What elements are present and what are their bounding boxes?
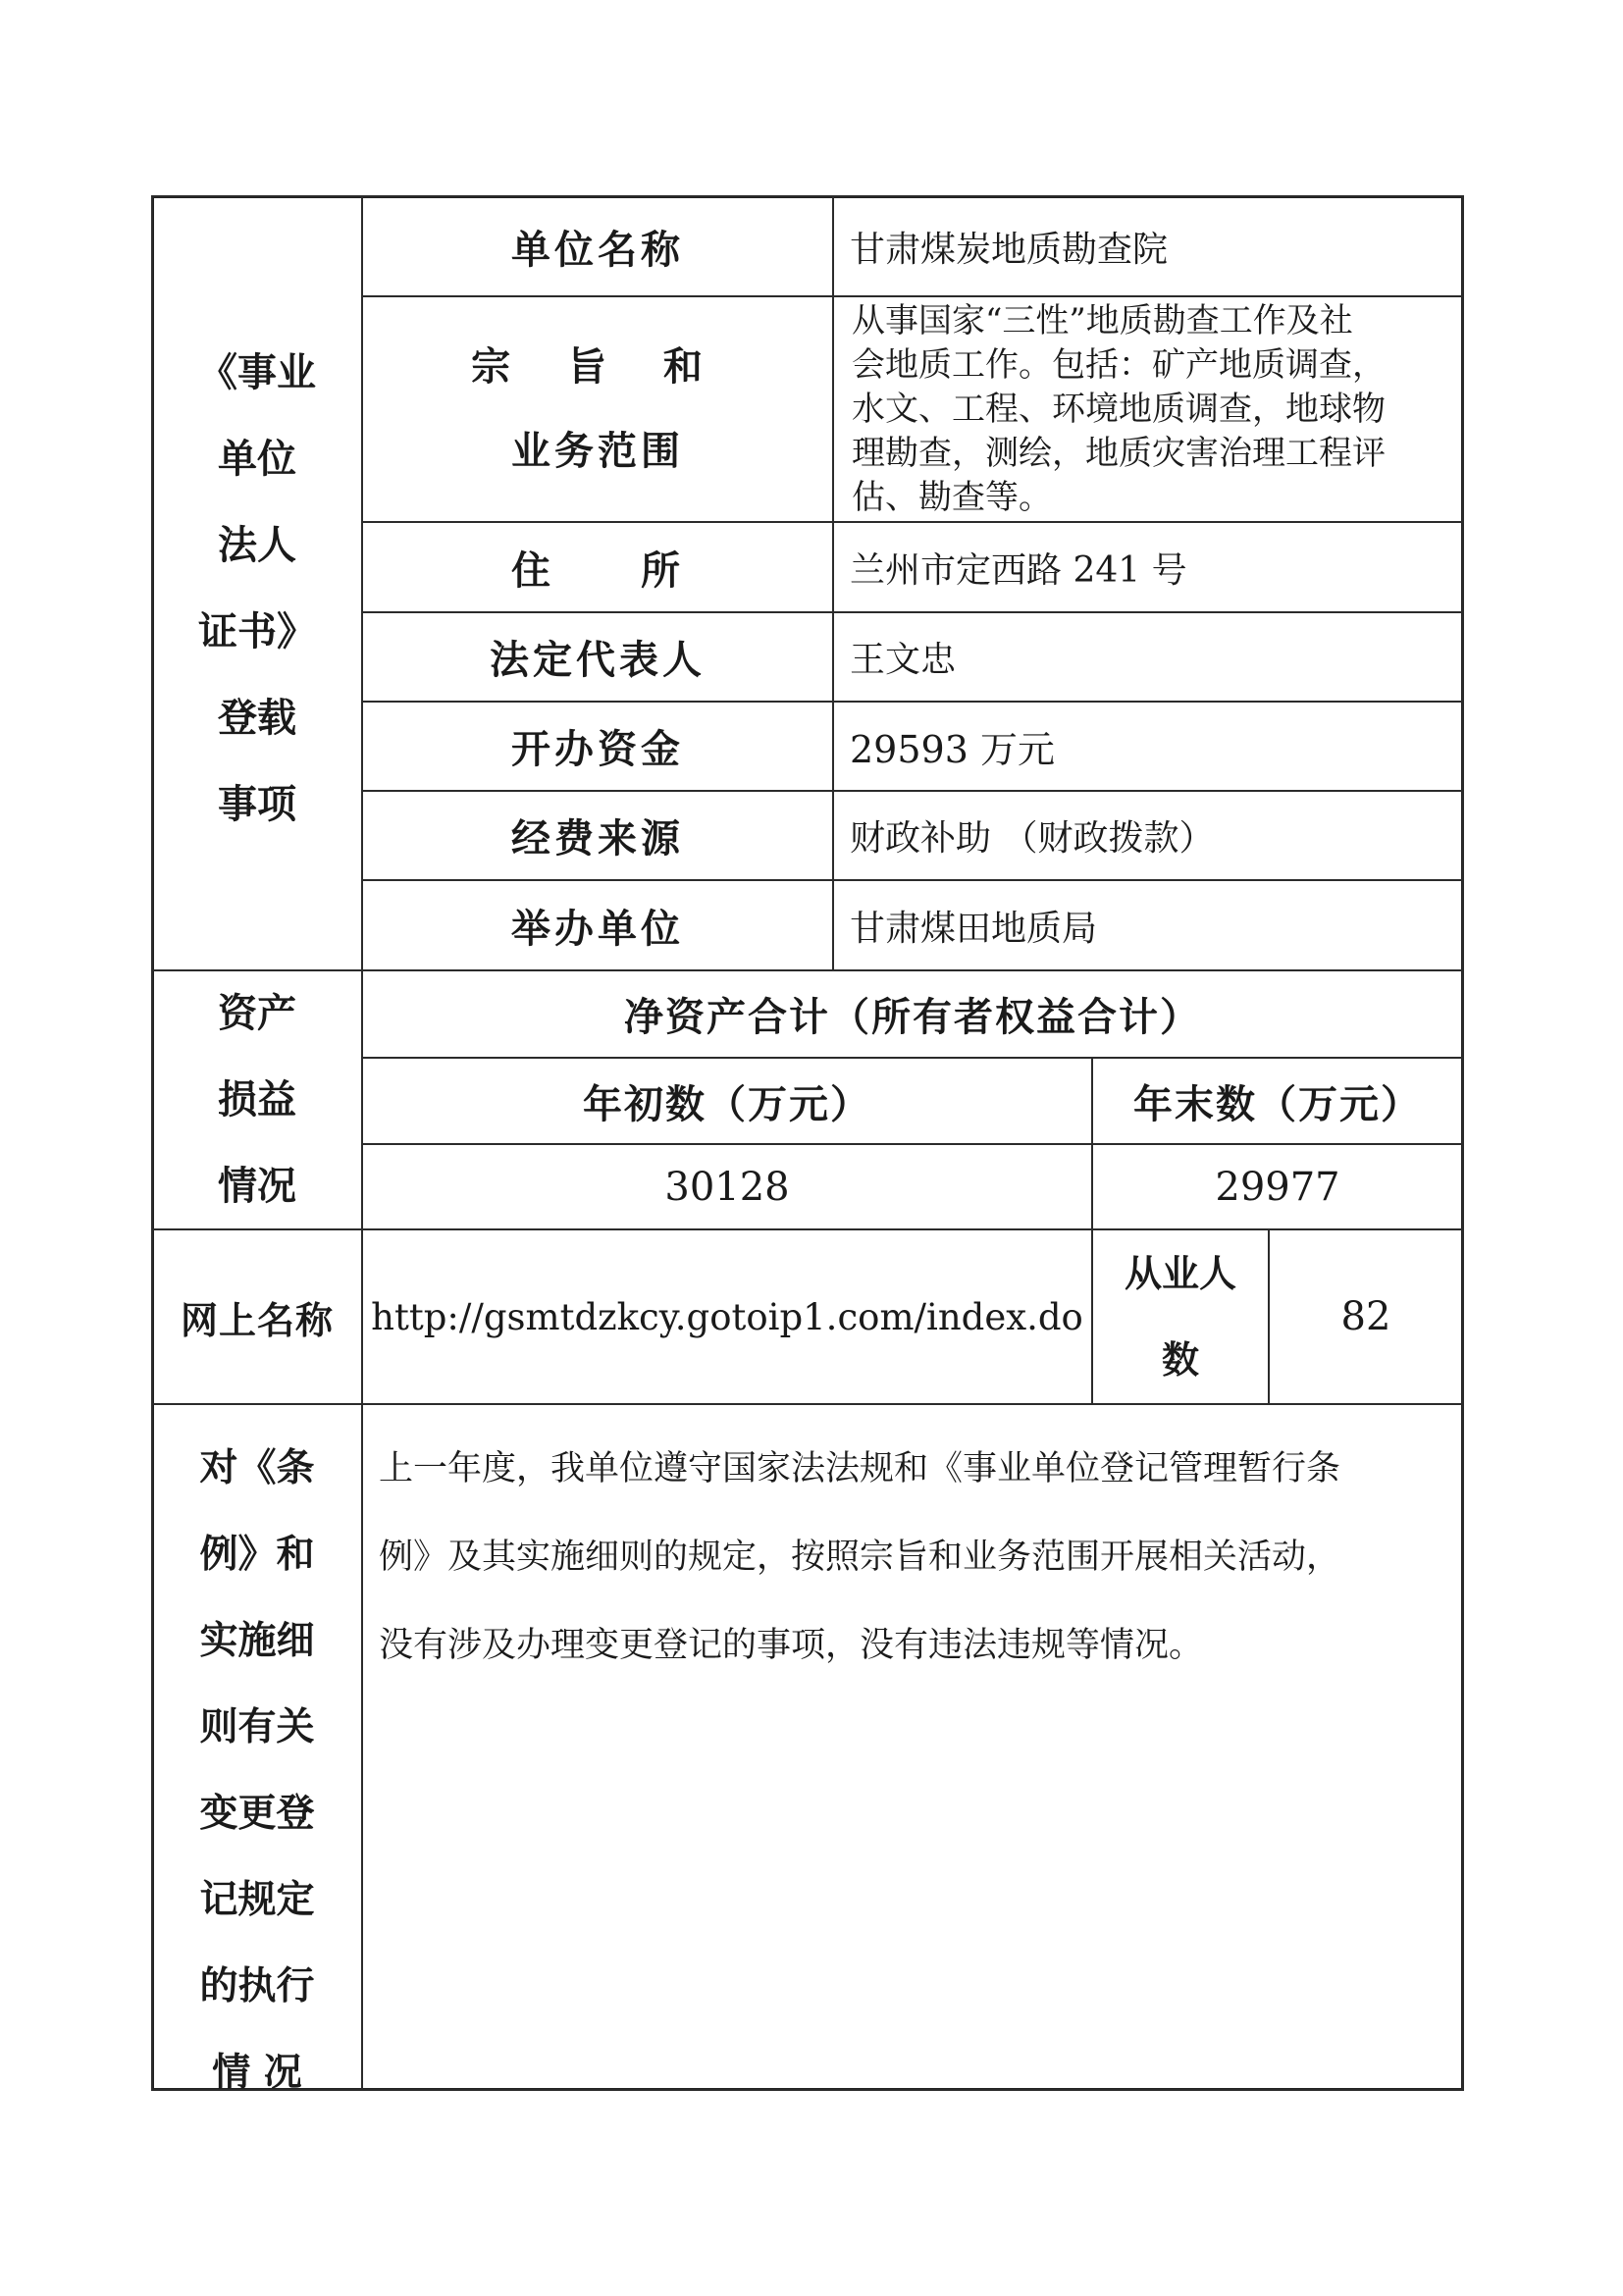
address-label: 住 所 [361, 521, 834, 613]
label-line: 事项 [218, 780, 296, 827]
start-capital-label: 开办资金 [361, 701, 834, 792]
label-line: 单位 [218, 435, 296, 482]
funding-source-label: 经费来源 [361, 790, 834, 881]
address-value: 兰州市定西路 241 号 [832, 521, 1464, 613]
purpose-scope-label: 宗 旨 和 业务范围 [361, 295, 834, 523]
year-start-header: 年初数（万元） [361, 1057, 1093, 1145]
legal-representative-label: 法定代表人 [361, 611, 834, 703]
unit-name-value: 甘肃煤炭地质勘查院 [832, 195, 1464, 297]
funding-source-value: 财政补助 （财政拨款） [832, 790, 1464, 881]
unit-name-label: 单位名称 [361, 195, 834, 297]
start-capital-value: 29593 万元 [832, 701, 1464, 792]
purpose-scope-value: 从事国家“三性”地质勘查工作及社 会地质工作。包括：矿产地质调查， 水文、工程、环境地质调查，地球物 理勘查，测绘，地质灾害治理工程评 估、勘查等。 [832, 295, 1464, 523]
year-end-header: 年末数（万元） [1091, 1057, 1464, 1145]
net-assets-header: 净资产合计（所有者权益合计） [361, 969, 1464, 1059]
year-start-value: 30128 [361, 1143, 1093, 1230]
label-line: 证书》 [198, 607, 316, 654]
year-end-value: 29977 [1091, 1143, 1464, 1230]
compliance-text: 上一年度，我单位遵守国家法法规和《事业单位登记管理暂行条 例》及其实施细则的规定，按照宗旨和业务范围开展相关活动， 没有涉及办理变更登记的事项，没有违法违规等情况。 [361, 1403, 1464, 2091]
sponsor-unit-label: 举办单位 [361, 879, 834, 971]
legal-representative-value: 王文忠 [832, 611, 1464, 703]
registration-section-label [151, 195, 363, 971]
label-line: 《事业 [198, 348, 316, 395]
web-name-label: 网上名称 [151, 1228, 363, 1405]
assets-section-label: 资产 损益 情况 [151, 969, 363, 1230]
label-line: 法人 [218, 521, 296, 568]
staff-count-label: 从业人 数 [1091, 1228, 1270, 1405]
web-url-value: http://gsmtdzkcy.gotoip1.com/index.do [361, 1228, 1093, 1405]
sponsor-unit-value: 甘肃煤田地质局 [832, 879, 1464, 971]
compliance-section-label: 对《条 例》和 实施细 则有关 变更登 记规定 的执行 情 况 [151, 1403, 363, 2091]
staff-count-value: 82 [1268, 1228, 1464, 1405]
label-line: 登载 [218, 694, 296, 741]
